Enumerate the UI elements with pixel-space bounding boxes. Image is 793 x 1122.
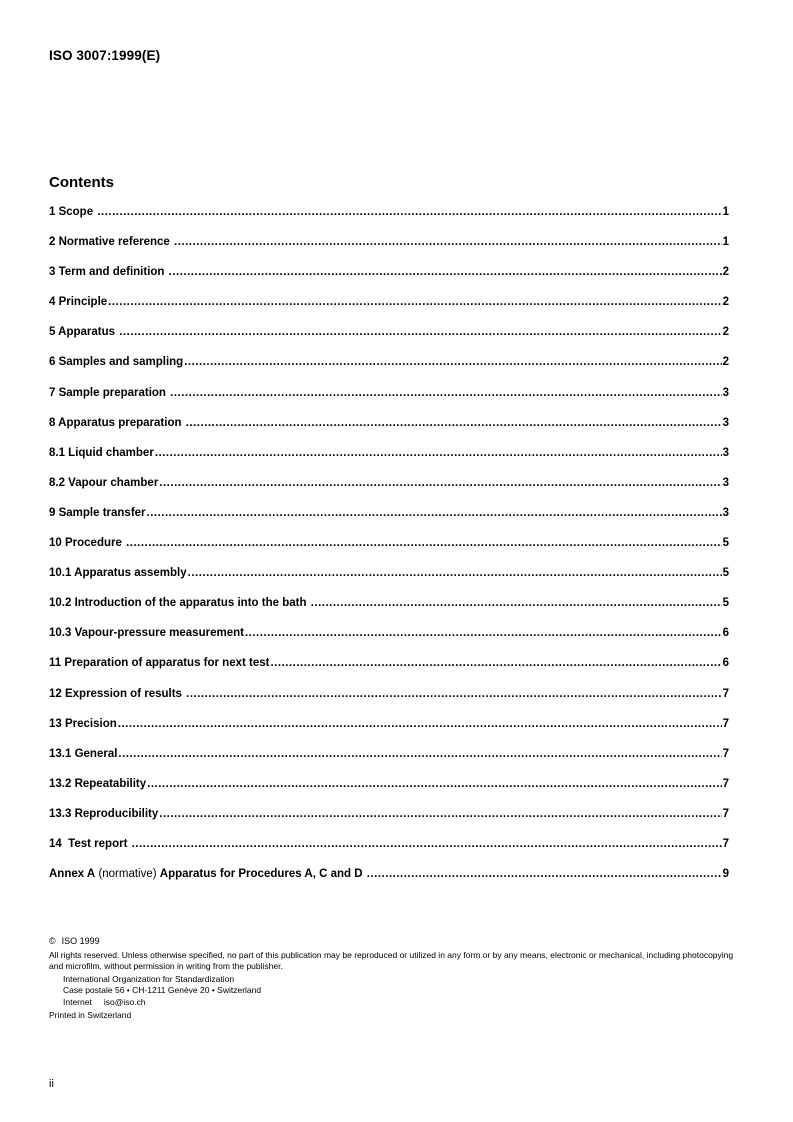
toc-entry-title: 8 Apparatus preparation (49, 416, 185, 429)
toc-leader (147, 507, 722, 519)
annex-label: Annex A (49, 868, 96, 881)
document-id: ISO 3007:1999(E) (49, 48, 161, 63)
toc-entry[interactable] (49, 266, 729, 296)
internet-line (63, 997, 749, 1009)
toc-entry-page: 3 (722, 416, 729, 429)
toc-leader (169, 266, 722, 278)
toc-entry-page: 6 (722, 657, 729, 670)
toc-entry-page: 7 (722, 687, 729, 700)
toc-leader (147, 778, 721, 790)
toc-entry-title: 13.2 Repeatability (49, 777, 147, 790)
toc-entry-page: 5 (722, 597, 729, 610)
org-name: International Organization for Standardization (63, 973, 235, 984)
toc-entry-title: 10.3 Vapour-pressure measurement (49, 627, 244, 640)
toc-leader (97, 206, 721, 218)
toc-leader (108, 296, 721, 308)
toc-entry-title: 8.2 Vapour chamber (49, 476, 159, 489)
toc-entry[interactable] (49, 387, 729, 417)
toc-entry-page: 7 (722, 807, 729, 820)
toc-entry[interactable] (49, 567, 729, 597)
annex-title: Apparatus for Procedures A, C and D (159, 868, 366, 881)
toc-entry-page: 1 (722, 236, 729, 249)
toc-entry-page: 1 (722, 206, 729, 218)
annex-type-text: (normative) (98, 868, 157, 881)
toc-entry-title: 7 Sample preparation (49, 386, 170, 399)
page-number: ii (49, 1078, 54, 1090)
annex-page: 9 (722, 868, 729, 881)
toc-entry[interactable] (49, 537, 729, 567)
toc-entry-title: 6 Samples and sampling (49, 356, 184, 369)
copyright-holder: ISO 1999 (61, 936, 100, 946)
toc-entry-title: 10 Procedure (49, 537, 126, 550)
contents-heading: Contents (49, 174, 114, 191)
postal-address: Case postale 56 • CH-1211 Genève 20 • Switzerland (63, 985, 262, 995)
toc-entry-page: 2 (722, 266, 729, 279)
toc-entry[interactable] (49, 417, 729, 447)
toc-entry-title: 10.1 Apparatus assembly (49, 567, 187, 580)
toc-entry-title: 13.1 General (49, 747, 118, 760)
toc-entry[interactable] (49, 206, 729, 236)
toc-entry-page: 2 (722, 296, 729, 309)
toc-leader (186, 688, 721, 700)
toc-entry-page: 2 (722, 326, 729, 339)
toc-entry[interactable] (49, 718, 729, 748)
toc-entry[interactable] (49, 356, 729, 386)
annex-type (95, 868, 160, 880)
toc-entry-title: 13 Precision (49, 717, 117, 730)
toc-entry-title: 14 Test report (49, 837, 131, 850)
toc-leader (270, 657, 721, 669)
copyright-symbol: © (49, 936, 56, 946)
toc-leader (311, 597, 722, 609)
toc-leader (118, 718, 722, 730)
toc-entry-title: 3 Term and definition (49, 266, 168, 279)
toc-entry[interactable] (49, 597, 729, 627)
toc-entry-page: 6 (722, 627, 729, 640)
toc-leader (188, 567, 722, 579)
toc-entry-title: 8.1 Liquid chamber (49, 446, 154, 459)
toc-entry-page: 7 (722, 777, 729, 790)
toc-entry[interactable] (49, 296, 729, 326)
toc-entry[interactable] (49, 236, 729, 266)
toc-entry[interactable] (49, 778, 729, 808)
internet-label: Internet (63, 996, 92, 1007)
toc-leader (155, 447, 722, 459)
toc-leader (126, 537, 722, 549)
toc-entry[interactable] (49, 808, 729, 838)
toc-entry-title: 2 Normative reference (49, 236, 174, 249)
copyright-line (49, 936, 749, 948)
toc-entry-page: 3 (722, 386, 729, 399)
toc-entry[interactable] (49, 657, 729, 687)
toc-leader (159, 808, 721, 820)
toc-leader (184, 356, 721, 368)
table-of-contents (49, 206, 729, 898)
toc-leader (186, 417, 722, 429)
toc-entry-page: 3 (722, 506, 729, 519)
toc-entry-title: 4 Principle (49, 296, 108, 309)
toc-entry-page: 3 (722, 446, 729, 459)
toc-entry[interactable] (49, 326, 729, 356)
toc-leader (367, 868, 722, 880)
toc-entry-title: 9 Sample transfer (49, 506, 146, 519)
toc-entry-page: 5 (722, 567, 729, 580)
toc-entry[interactable] (49, 447, 729, 477)
printed-in: Printed in Switzerland (49, 1010, 132, 1020)
toc-leader (118, 748, 721, 760)
toc-leader (174, 236, 722, 248)
toc-entry[interactable] (49, 627, 729, 657)
toc-entry[interactable] (49, 688, 729, 718)
toc-entry-page: 3 (722, 476, 729, 489)
toc-entry[interactable] (49, 748, 729, 778)
toc-entry-title: 5 Apparatus (49, 326, 119, 339)
toc-entry[interactable] (49, 507, 729, 537)
toc-entry-page: 5 (722, 537, 729, 550)
toc-leader (170, 387, 721, 399)
toc-leader (245, 627, 722, 639)
toc-entry-title: 10.2 Introduction of the apparatus into the bath (49, 597, 310, 610)
toc-entry[interactable] (49, 477, 729, 507)
toc-entry-page: 7 (722, 837, 729, 850)
toc-entry-page: 7 (722, 747, 729, 760)
toc-entry-page: 2 (722, 356, 729, 369)
toc-leader (132, 838, 722, 850)
toc-entry-title: 13.3 Reproducibility (49, 807, 159, 820)
toc-entry-annex-a[interactable] (49, 868, 729, 898)
toc-entry-page: 7 (722, 717, 729, 730)
toc-entry-title: 1 Scope (49, 206, 97, 218)
internet-email[interactable]: iso@iso.ch (103, 996, 146, 1007)
toc-leader (159, 477, 721, 489)
copyright-notice (49, 936, 749, 1022)
toc-entry-title: 12 Expression of results (49, 687, 186, 700)
rights-statement: All rights reserved. Unless otherwise specified, no part of this publication may be reproduced or utilized in any form or by any means, electronic or mechanical, including photocopying and microfilm, without permission in writing from the publisher. (49, 949, 734, 971)
toc-entry-title: 11 Preparation of apparatus for next test (49, 657, 270, 670)
toc-leader (119, 326, 721, 338)
publisher-address (49, 974, 749, 1009)
toc-entry[interactable] (49, 838, 729, 868)
